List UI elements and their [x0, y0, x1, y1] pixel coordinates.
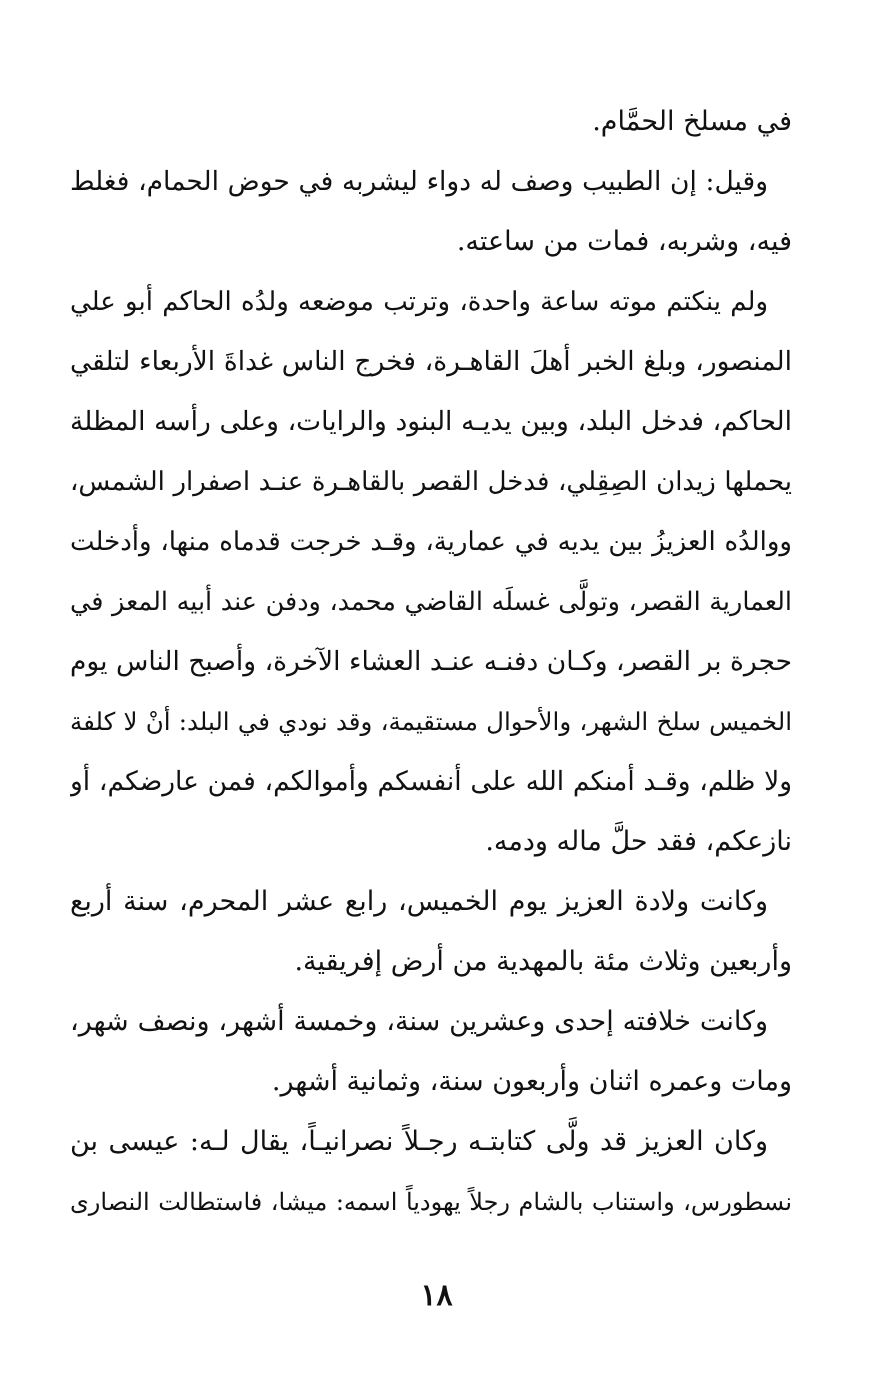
paragraph-1 — [70, 92, 792, 152]
text-line: فيه، وشربه، فمات من ساعته. — [456, 226, 792, 257]
text-line: في مسلخ الحمَّام. — [592, 106, 792, 137]
text-line: ووالدُه العزيزُ بين يديه في عمارية، وقـد خرجت قدماه منها، وأدخلت — [70, 527, 792, 557]
text-line: العمارية القصر، وتولَّى غسلَه القاضي محمد، ودفن عند أبيه المعز في — [70, 587, 792, 617]
text-line: وكان العزيز قد ولَّى كتابتـه رجـلاً نصرانيـاً، يقال لـه: عيسى بن — [70, 1126, 768, 1157]
paragraph-6 — [70, 1112, 792, 1232]
text-line: ولا ظلم، وقـد أمنكم الله على أنفسكم وأموالكم، فمن عارضكم، أو — [70, 766, 792, 797]
text-line: المنصور، وبلغ الخبر أهلَ القاهـرة، فخرج الناس غداةَ الأربعاء لتلقي — [70, 346, 792, 377]
page-number: ١٨ — [420, 1278, 453, 1313]
text-line: وكانت خلافته إحدى وعشرين سنة، وخمسة أشهر، ونصف شهر، — [70, 1006, 768, 1037]
paragraph-3 — [70, 272, 792, 872]
text-line: نازعكم، فقد حلَّ ماله ودمه. — [485, 826, 792, 857]
text-line: وكانت ولادة العزيز يوم الخميس، رابع عشر المحرم، سنة أربع — [70, 886, 768, 917]
text-line: حجرة بر القصر، وكـان دفنـه عنـد العشاء الآخرة، وأصبح الناس يوم — [70, 646, 792, 677]
text-line: نسطورس، واستناب بالشام رجلاً يهودياً اسمه: ميشا، فاستطالت النصارى — [70, 1188, 792, 1216]
page-body — [70, 92, 792, 1232]
text-line: الخميس سلخ الشهر، والأحوال مستقيمة، وقد نودي في البلد: أنْ لا كلفة — [70, 707, 792, 736]
text-line: وأربعين وثلاث مئة بالمهدية من أرض إفريقية. — [294, 946, 792, 977]
paragraph-5 — [70, 992, 792, 1112]
paragraph-2 — [70, 152, 792, 272]
text-line: ومات وعمره اثنان وأربعون سنة، وثمانية أشهر. — [271, 1066, 792, 1097]
text-line: وقيل: إن الطبيب وصف له دواء ليشربه في حوض الحمام، فغلط — [70, 166, 768, 197]
text-line: الحاكم، فدخل البلد، وبين يديـه البنود والرايات، وعلى رأسه المظلة — [70, 406, 792, 437]
text-line: يحملها زيدان الصِقِلي، فدخل القصر بالقاهـرة عنـد اصفرار الشمس، — [70, 467, 792, 497]
text-line: ولم ينكتم موته ساعة واحدة، وترتب موضعه ولدُه الحاكم أبو علي — [70, 287, 768, 317]
paragraph-4 — [70, 872, 792, 992]
